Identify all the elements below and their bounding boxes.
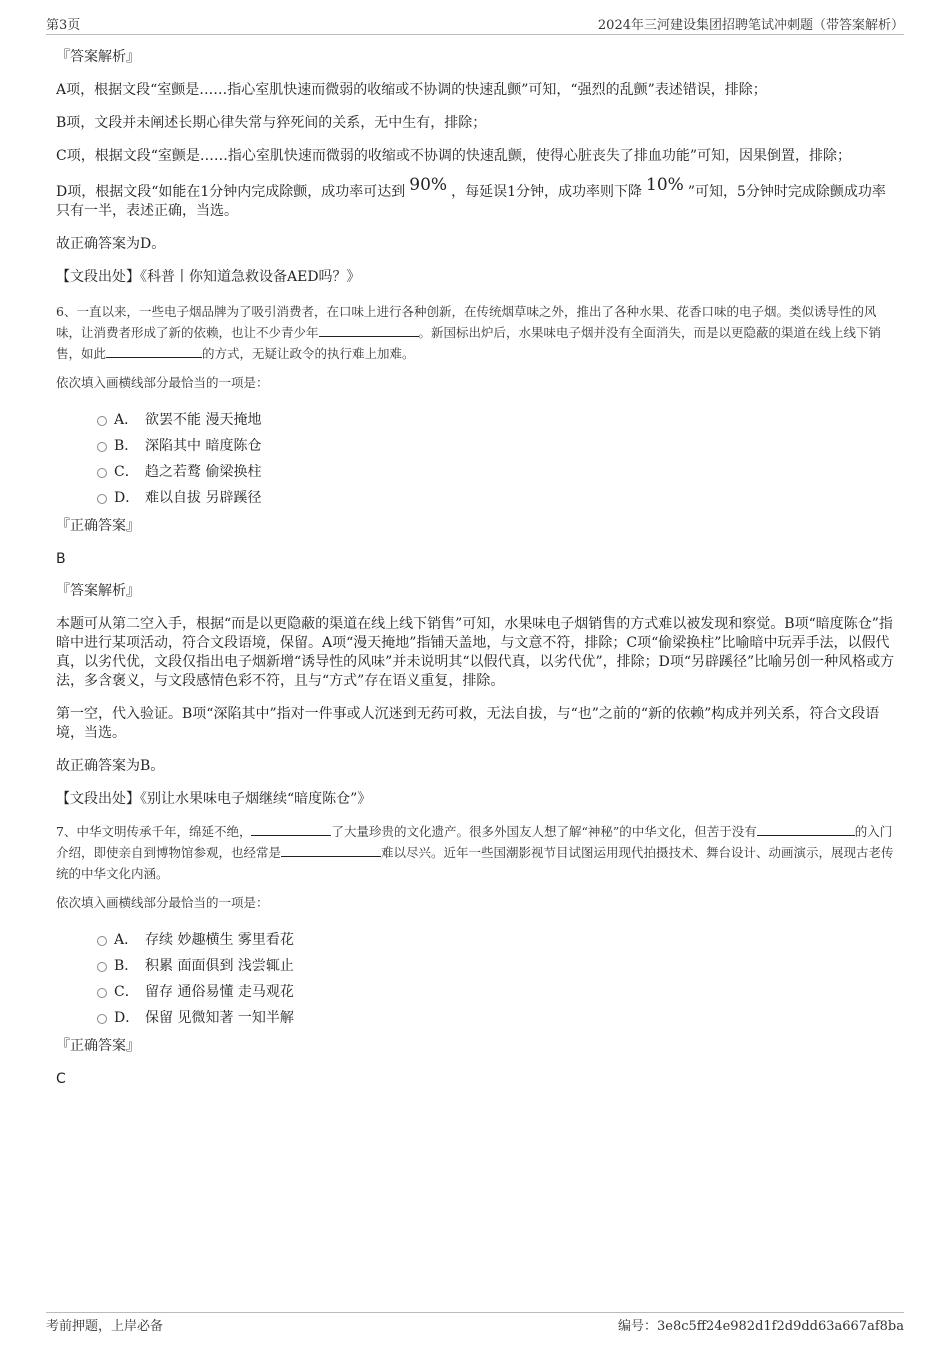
radio-icon[interactable]	[97, 468, 107, 478]
footer-code: 编号：3e8c5ff24e982d1f2d9dd63a667af8ba	[618, 1319, 904, 1334]
q7-options	[56, 927, 896, 1031]
q7-option-c[interactable]	[56, 979, 896, 1005]
q7-answer-label: 『正确答案』	[56, 1038, 140, 1054]
q5-d-part2: ，每延误1分钟，成功率则下降	[451, 184, 643, 200]
q5-d-math-10: 10%	[646, 175, 684, 195]
q5-d-part1: D项，根据文段“如能在1分钟内完成除颤，成功率可达到	[56, 184, 406, 200]
option-text: 存续 妙趣横生 雾里看花	[145, 932, 294, 948]
option-text: 深陷其中 暗度陈仓	[145, 438, 262, 454]
page-footer	[46, 1312, 904, 1335]
radio-icon[interactable]	[97, 962, 107, 972]
q6-conclusion: 故正确答案为B。	[56, 758, 165, 774]
q6-options	[56, 407, 896, 511]
q6-blank-1	[319, 323, 419, 337]
q7-stem-part3: 的入门介绍，即使亲自到博物馆参观，也经常是	[56, 824, 893, 860]
radio-icon[interactable]	[97, 442, 107, 452]
option-letter: A．	[114, 412, 139, 428]
page-header	[46, 14, 904, 35]
document-title: 2024年三河建设集团招聘笔试冲刺题（带答案解析）	[597, 18, 904, 33]
q7-prompt: 依次填入画横线部分最恰当的一项是：	[56, 895, 269, 910]
q6-option-c[interactable]	[56, 459, 896, 485]
main-content	[56, 46, 896, 1102]
q6-analysis-label: 『答案解析』	[56, 583, 140, 599]
option-letter: C．	[114, 984, 139, 1000]
q6-analysis-2: 第一空，代入验证。B项“深陷其中”指对一件事或人沉迷到无药可救，无法自拔，与“也”之前的“新的依赖”构成并列关系，符合文段语境，当选。	[56, 706, 880, 741]
radio-icon[interactable]	[97, 1014, 107, 1024]
q5-analysis-b: B项，文段并未阐述长期心律失常与猝死间的关系，无中生有，排除；	[56, 115, 487, 131]
q6-option-a[interactable]	[56, 407, 896, 433]
q5-d-part3: ”可知，5分钟时完成除颤成功率只有一半，表述正确，当选。	[56, 184, 886, 219]
footer-slogan: 考前押题，上岸必备	[46, 1319, 164, 1334]
q7-stem	[56, 821, 896, 884]
radio-icon[interactable]	[97, 936, 107, 946]
option-letter: B．	[114, 958, 139, 974]
q7-option-b[interactable]	[56, 953, 896, 979]
q7-option-d[interactable]	[56, 1005, 896, 1031]
option-letter: C．	[114, 464, 139, 480]
q6-prompt: 依次填入画横线部分最恰当的一项是：	[56, 375, 269, 390]
option-text: 欲罢不能 漫天掩地	[145, 412, 262, 428]
q7-blank-1	[251, 822, 331, 836]
q7-option-a[interactable]	[56, 927, 896, 953]
q6-stem-part2: 。新国标出炉后，水果味电子烟并没有全面消失，而是以更隐蔽的渠道在线上线下销售，如此	[56, 325, 882, 361]
radio-icon[interactable]	[97, 416, 107, 426]
option-text: 保留 见微知著 一知半解	[145, 1010, 294, 1026]
option-text: 积累 面面俱到 浅尝辄止	[145, 958, 294, 974]
q7-stem-part4: 难以尽兴。近年一些国潮影视节目试图运用现代拍摄技术、舞台设计、动画演示，展现古老传统的中华文化内涵。	[56, 845, 894, 881]
option-text: 趋之若鹜 偷梁换柱	[145, 464, 262, 480]
radio-icon[interactable]	[97, 988, 107, 998]
q7-blank-3	[281, 843, 381, 857]
q6-answer-label: 『正确答案』	[56, 518, 140, 534]
q5-source: 【文段出处】《科普丨你知道急救设备AED吗？》	[56, 269, 361, 285]
q7-stem-part1: 7、中华文明传承千年，绵延不绝，	[56, 824, 252, 839]
q5-analysis-a: A项，根据文段“室颤是……指心室肌快速而微弱的收缩或不协调的快速乱颤”可知，“强烈的乱颤”表述错误，排除；	[56, 82, 767, 98]
option-text: 留存 通俗易懂 走马观花	[145, 984, 294, 1000]
q7-stem-part2: 了大量珍贵的文化遗产。很多外国友人想了解“神秘”的中华文化，但苦于没有	[331, 824, 757, 839]
option-letter: B．	[114, 438, 139, 454]
radio-icon[interactable]	[97, 494, 107, 504]
q6-blank-2	[106, 344, 202, 358]
page-number: 第3页	[46, 18, 81, 33]
q5-d-math-90: 90%	[409, 175, 448, 195]
q6-option-b[interactable]	[56, 433, 896, 459]
q6-answer: B	[56, 551, 66, 567]
q7-blank-2	[757, 822, 855, 836]
option-letter: A．	[114, 932, 139, 948]
q5-analysis-label: 『答案解析』	[56, 49, 140, 65]
q6-stem	[56, 301, 896, 364]
option-letter: D．	[114, 490, 140, 506]
q5-analysis-d	[56, 175, 896, 221]
q7-answer: C	[56, 1071, 66, 1087]
q6-option-d[interactable]	[56, 485, 896, 511]
q6-stem-part1: 6、一直以来，一些电子烟品牌为了吸引消费者，在口味上进行各种创新，在传统烟草味之外，推出了各种水果、花香口味的电子烟。类似诱导性的风味，让消费者形成了新的依赖，也让不少青少年	[56, 304, 877, 340]
option-letter: D．	[114, 1010, 140, 1026]
q6-source: 【文段出处】《别让水果味电子烟继续“暗度陈仓”》	[56, 791, 372, 807]
q6-analysis-1: 本题可从第二空入手，根据“而是以更隐蔽的渠道在线上线下销售”可知，水果味电子烟销售的方式难以被发现和察觉。B项“暗度陈仓”指暗中进行某项活动，符合文段语境，保留。A项“漫天掩地”指铺天盖地，与文意不符，排除；C项“偷梁换柱”比喻暗中玩弄手法，以假代真，以劣代优，文段仅指出电子烟新增“诱导性的风味”并未说明其“以假代真，以劣代优”，排除；D项“另辟蹊径”比喻另创一种风格或方法，多含褒义，与文段感情色彩不符，且与“方式”存在语义重复，排除。	[56, 616, 895, 689]
q5-conclusion: 故正确答案为D。	[56, 236, 166, 252]
option-text: 难以自拔 另辟蹊径	[145, 490, 262, 506]
q5-analysis-c: C项，根据文段“室颤是……指心室肌快速而微弱的收缩或不协调的快速乱颤，使得心脏丧失了排血功能”可知，因果倒置，排除；	[56, 148, 852, 164]
q6-stem-part3: 的方式，无疑让政令的执行难上加难。	[202, 346, 415, 361]
